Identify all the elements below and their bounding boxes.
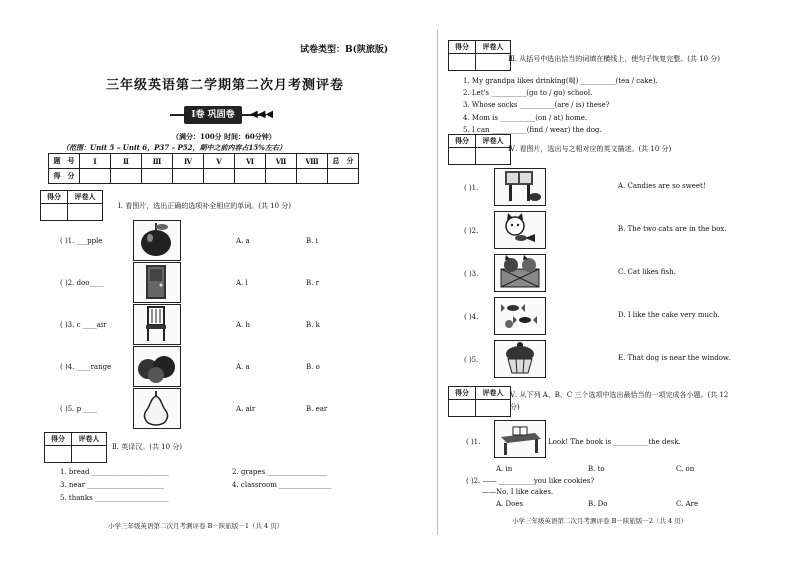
section-1-title: Ⅰ. 看图片，选出正确的选项补全相应的单词。(共 10 分) [118, 202, 292, 210]
reviewer-label: 评卷人 [72, 433, 107, 446]
fill-blank-item: 5. I can __________(find / wear) the dog. [463, 126, 602, 134]
footer-left: 小学三年级英语第二次月考测评卷 B－陕旅版－1（共 4 页） [108, 522, 284, 530]
option[interactable]: A. in [496, 465, 513, 473]
question-number: ( )4. ____range [60, 363, 112, 371]
footer-right: 小学三年级英语第二次月考测评卷 B－陕旅版－2（共 4 页） [512, 517, 688, 525]
desk-book-image [494, 420, 546, 458]
translate-item: 3. near ______________________ [60, 481, 165, 489]
option[interactable]: C. on [676, 465, 695, 473]
page-title: 三年级英语第二学期第二次月考测评卷 [106, 78, 345, 93]
page-divider [437, 30, 438, 535]
score-cell[interactable] [45, 446, 72, 463]
question-text: ( )2. —— __________you like cookies? [466, 477, 595, 485]
reply-text: ——No, I like cakes. [482, 488, 554, 496]
paper-type: 试卷类型：B(陕旅版) [300, 45, 389, 55]
description-option[interactable]: B. The two cats are in the box. [618, 225, 727, 233]
score-label: 得分 [449, 387, 476, 400]
option[interactable]: B. to [588, 465, 605, 473]
fill-blank-item: 4. Mom is __________(on / at) home. [463, 113, 588, 122]
option-a[interactable]: A. h [236, 321, 251, 329]
option-b[interactable]: B. ear [306, 405, 328, 413]
cats-box-image [494, 254, 546, 292]
question-number: ( )5. [464, 356, 479, 364]
score-table-header: 题 号 [49, 154, 80, 169]
score-cell[interactable] [449, 148, 476, 165]
score-label: 得分 [449, 41, 476, 54]
score-entry-cell[interactable] [111, 169, 142, 184]
grader-box [40, 190, 103, 221]
option-b[interactable]: B. o [306, 363, 320, 371]
option[interactable]: C. Are [676, 500, 699, 508]
translate-item: 2. grapes _________________ [232, 468, 327, 476]
score-entry-cell[interactable] [142, 169, 173, 184]
fill-blank-item: 1. My grandpa likes drinking(喝) __________(tea / cake). [463, 77, 658, 85]
option[interactable]: A. Does [496, 500, 524, 508]
fill-blank-item: 3. Whose socks __________(are / is) these? [463, 101, 610, 109]
option-b[interactable]: B. r [306, 279, 319, 287]
option-a[interactable]: A. air [236, 405, 256, 413]
option[interactable]: B. Do [588, 500, 608, 508]
grader-box [448, 386, 511, 417]
reviewer-label: 评卷人 [68, 191, 103, 204]
score-label: 得分 [449, 135, 476, 148]
exam-info: （满分：100分 时间：60分钟） [172, 132, 276, 141]
question-number: ( )5. p ____ [60, 405, 98, 413]
door-image [133, 262, 181, 303]
section-5-title-cont: 分) [510, 403, 520, 411]
reviewer-label: 评卷人 [476, 41, 511, 54]
grader-box [448, 134, 511, 165]
reviewer-cell[interactable] [476, 400, 511, 417]
pear-image [133, 388, 181, 429]
reviewer-cell[interactable] [476, 54, 511, 71]
fill-blank-item: 2. Let's __________(go to / go) school. [463, 88, 593, 97]
question-number: ( )4. [464, 313, 479, 321]
section-4-title: Ⅳ. 看图片，选出与之相对应的英文描述。(共 10 分) [508, 145, 672, 153]
translate-item: 5. thanks _____________________ [60, 494, 169, 502]
reviewer-cell[interactable] [476, 148, 511, 165]
arrow-decoration-icon: ◀◀◀ [250, 109, 274, 120]
question-number: ( )2. doo____ [60, 279, 104, 287]
score-table [48, 153, 359, 184]
description-option[interactable]: C. Cat likes fish. [618, 268, 676, 276]
description-option[interactable]: D. I like the cake very much. [618, 311, 720, 319]
score-label: 得分 [41, 191, 68, 204]
option-b[interactable]: B. k [306, 321, 320, 329]
score-entry-cell[interactable] [80, 169, 111, 184]
reviewer-label: 评卷人 [476, 387, 511, 400]
question-number: ( )3. c ____air [60, 321, 107, 329]
question-number: ( )1. [464, 184, 479, 192]
question-number: ( )2. [464, 227, 479, 235]
option-a[interactable]: A. a [236, 237, 250, 245]
score-table-header: Ⅲ [142, 154, 173, 169]
question-number: ( )1. ___pple [60, 237, 103, 245]
question-number: ( )3. [464, 270, 479, 278]
chair-image [133, 304, 181, 345]
grader-box [44, 432, 107, 463]
score-table-header: Ⅷ [297, 154, 328, 169]
banner-label: Ⅰ卷 巩固卷 [184, 106, 242, 124]
score-entry-cell[interactable] [266, 169, 297, 184]
dog-window-image [494, 168, 546, 206]
section-banner [170, 106, 274, 124]
score-entry-cell[interactable] [204, 169, 235, 184]
cake-image [494, 340, 546, 378]
option-a[interactable]: A. a [236, 363, 250, 371]
translate-item: 4. classroom _______________ [232, 481, 332, 489]
section-3-title: Ⅲ. 从括号中选出恰当的词填在横线上，使句子恢复完整。(共 10 分) [508, 55, 721, 63]
description-option[interactable]: E. That dog is near the window. [618, 354, 731, 362]
question-text: Look! The book is __________the desk. [548, 438, 681, 446]
option-a[interactable]: A. l [236, 279, 248, 287]
cat-fish-image [494, 211, 546, 249]
score-table-header: Ⅶ [266, 154, 297, 169]
reviewer-cell[interactable] [68, 204, 103, 221]
score-table-header: 总 分 [328, 154, 359, 169]
question-number: ( )1. [466, 438, 481, 446]
description-option[interactable]: A. Candies are so sweet! [618, 182, 706, 190]
score-table-header: Ⅱ [111, 154, 142, 169]
exam-scope: （范围：Unit 5 – Unit 6，P37 – P52，期中之前内容占15%左右） [62, 143, 286, 152]
score-cell[interactable] [41, 204, 68, 221]
score-entry-cell[interactable] [328, 169, 359, 184]
grader-box [448, 40, 511, 71]
option-b[interactable]: B. i [306, 237, 318, 245]
score-table-header: Ⅰ [80, 154, 111, 169]
apple-image [133, 220, 181, 261]
score-table-header: Ⅵ [235, 154, 266, 169]
score-entry-cell[interactable] [173, 169, 204, 184]
section-5-title: Ⅴ. 从下列 A、B、C 三个选项中选出最恰当的一项完成各小题。(共 12 [510, 391, 729, 399]
score-table-header: Ⅴ [204, 154, 235, 169]
reviewer-cell[interactable] [72, 446, 107, 463]
reviewer-label: 评卷人 [476, 135, 511, 148]
score-cell[interactable] [449, 400, 476, 417]
score-table-header: Ⅳ [173, 154, 204, 169]
candies-image [494, 297, 546, 335]
translate-item: 1. bread ______________________ [60, 468, 169, 476]
score-cell[interactable] [449, 54, 476, 71]
section-2-title: Ⅱ. 英译汉。(共 10 分) [112, 443, 183, 451]
score-label: 得分 [45, 433, 72, 446]
score-entry-cell[interactable] [297, 169, 328, 184]
oranges-image [133, 346, 181, 387]
score-row-label: 得 分 [49, 169, 80, 184]
score-entry-cell[interactable] [235, 169, 266, 184]
